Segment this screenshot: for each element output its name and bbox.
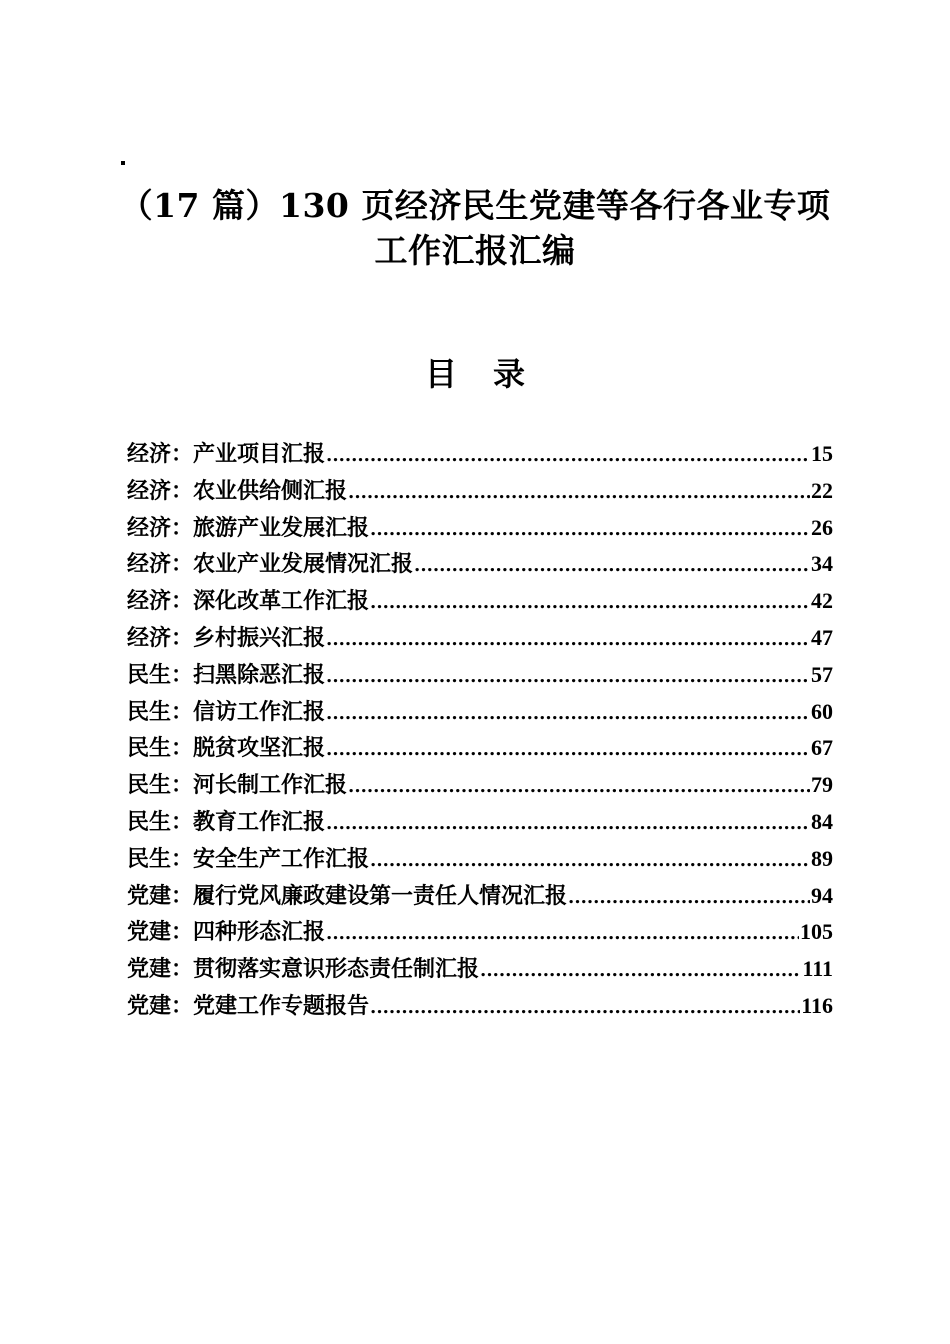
toc-category: 民生: [127, 845, 172, 872]
toc-leader-dots: [326, 806, 810, 843]
toc-page-number: 57: [811, 661, 833, 687]
toc-separator: ：: [171, 441, 194, 467]
toc-entry[interactable]: [127, 657, 833, 694]
toc-title: 产业项目汇报: [193, 441, 326, 467]
toc-separator: ：: [171, 735, 194, 762]
toc-entry[interactable]: [127, 988, 833, 1025]
toc-entry[interactable]: [127, 804, 833, 841]
toc-leader-dots: [348, 475, 810, 512]
toc-separator: ：: [171, 808, 194, 835]
toc-leader-dots: [326, 438, 810, 475]
toc-separator: ：: [171, 698, 194, 725]
toc-category: 党建: [127, 956, 172, 983]
toc-separator: ：: [171, 882, 194, 909]
toc-leader-dots: [370, 990, 800, 1027]
toc-title: 信访工作汇报: [193, 698, 326, 725]
toc-separator: ：: [171, 992, 194, 1019]
toc-category: 民生: [127, 808, 172, 835]
toc-leader-dots: [326, 916, 799, 953]
toc-category: 民生: [127, 698, 172, 725]
toc-separator: ：: [171, 624, 194, 651]
toc-title: 农业供给侧汇报: [193, 477, 348, 504]
toc-category: 经济: [127, 441, 172, 467]
toc-separator: ：: [171, 588, 194, 615]
toc-page-number: 89: [811, 845, 833, 871]
toc-title: 乡村振兴汇报: [193, 624, 326, 651]
toc-entry[interactable]: [127, 878, 833, 915]
toc-title: 扫黑除恶汇报: [193, 661, 326, 688]
toc-category: 经济: [127, 477, 172, 504]
toc-entry[interactable]: [127, 620, 833, 657]
toc-separator: ：: [171, 919, 194, 946]
toc-entry[interactable]: [127, 914, 833, 951]
toc-leader-dots: [370, 843, 810, 880]
toc-page-number: 111: [802, 956, 833, 982]
table-of-contents: [127, 436, 833, 1025]
toc-entry[interactable]: [127, 583, 833, 620]
toc-page-number: 15: [811, 441, 833, 466]
toc-entry[interactable]: [127, 730, 833, 767]
toc-category: 民生: [127, 661, 172, 688]
toc-leader-dots: [326, 659, 810, 696]
toc-entry[interactable]: [127, 951, 833, 988]
toc-leader-dots: [370, 512, 810, 549]
toc-separator: ：: [171, 661, 194, 688]
toc-page-number: 34: [811, 551, 833, 577]
toc-page-number: 79: [811, 772, 833, 798]
toc-leader-dots: [326, 732, 810, 769]
toc-entry[interactable]: [127, 767, 833, 804]
toc-category: 党建: [127, 992, 172, 1019]
toc-title: 教育工作汇报: [193, 808, 326, 835]
toc-leader-dots: [568, 880, 810, 917]
toc-page-number: 105: [800, 919, 833, 945]
toc-leader-dots: [326, 622, 810, 659]
toc-title: 脱贫攻坚汇报: [193, 735, 326, 762]
toc-leader-dots: [326, 696, 810, 733]
toc-separator: ：: [171, 956, 194, 983]
toc-separator: ：: [171, 845, 194, 872]
toc-page-number: 67: [811, 735, 833, 761]
toc-page-number: 47: [811, 624, 833, 650]
toc-title: 安全生产工作汇报: [193, 845, 370, 872]
toc-title: 旅游产业发展汇报: [193, 514, 370, 541]
document-title-line-1: （17 篇）130 页经济民生党建等各行各业专项: [119, 186, 831, 225]
toc-separator: ：: [171, 514, 194, 541]
toc-page-number: 116: [801, 992, 833, 1018]
toc-title: 履行党风廉政建设第一责任人情况汇报: [193, 882, 568, 909]
toc-separator: ：: [171, 772, 194, 799]
toc-title: 党建工作专题报告: [193, 992, 370, 1019]
toc-category: 党建: [127, 919, 172, 946]
toc-page-number: 22: [811, 477, 833, 503]
toc-entry[interactable]: [127, 510, 833, 547]
toc-entry[interactable]: [127, 841, 833, 878]
toc-category: 经济: [127, 551, 172, 578]
toc-title: 深化改革工作汇报: [193, 588, 370, 615]
toc-page-number: 26: [811, 514, 833, 540]
toc-title: 河长制工作汇报: [193, 772, 348, 799]
toc-entry[interactable]: [127, 473, 833, 510]
toc-category: 经济: [127, 624, 172, 651]
toc-heading: 目录: [424, 355, 561, 393]
toc-entry[interactable]: [127, 436, 833, 473]
toc-category: 党建: [127, 882, 172, 909]
toc-page-number: 42: [811, 588, 833, 614]
bullet-dot: [121, 161, 125, 165]
toc-category: 经济: [127, 514, 172, 541]
toc-page-number: 60: [811, 698, 833, 724]
toc-title: 四种形态汇报: [193, 919, 326, 946]
toc-entry[interactable]: [127, 546, 833, 583]
toc-entry[interactable]: [127, 694, 833, 731]
toc-leader-dots: [348, 769, 810, 806]
toc-category: 民生: [127, 735, 172, 762]
toc-page-number: 94: [811, 882, 833, 908]
toc-leader-dots: [414, 548, 810, 585]
toc-leader-dots: [480, 953, 801, 990]
document-title-line-2: 工作汇报汇编: [374, 231, 576, 270]
toc-page-number: 84: [811, 808, 833, 834]
toc-title: 贯彻落实意识形态责任制汇报: [193, 956, 480, 983]
toc-category: 民生: [127, 772, 172, 799]
toc-separator: ：: [171, 477, 194, 504]
toc-category: 经济: [127, 588, 172, 615]
toc-leader-dots: [370, 585, 810, 622]
toc-separator: ：: [171, 551, 194, 578]
toc-title: 农业产业发展情况汇报: [193, 551, 414, 578]
